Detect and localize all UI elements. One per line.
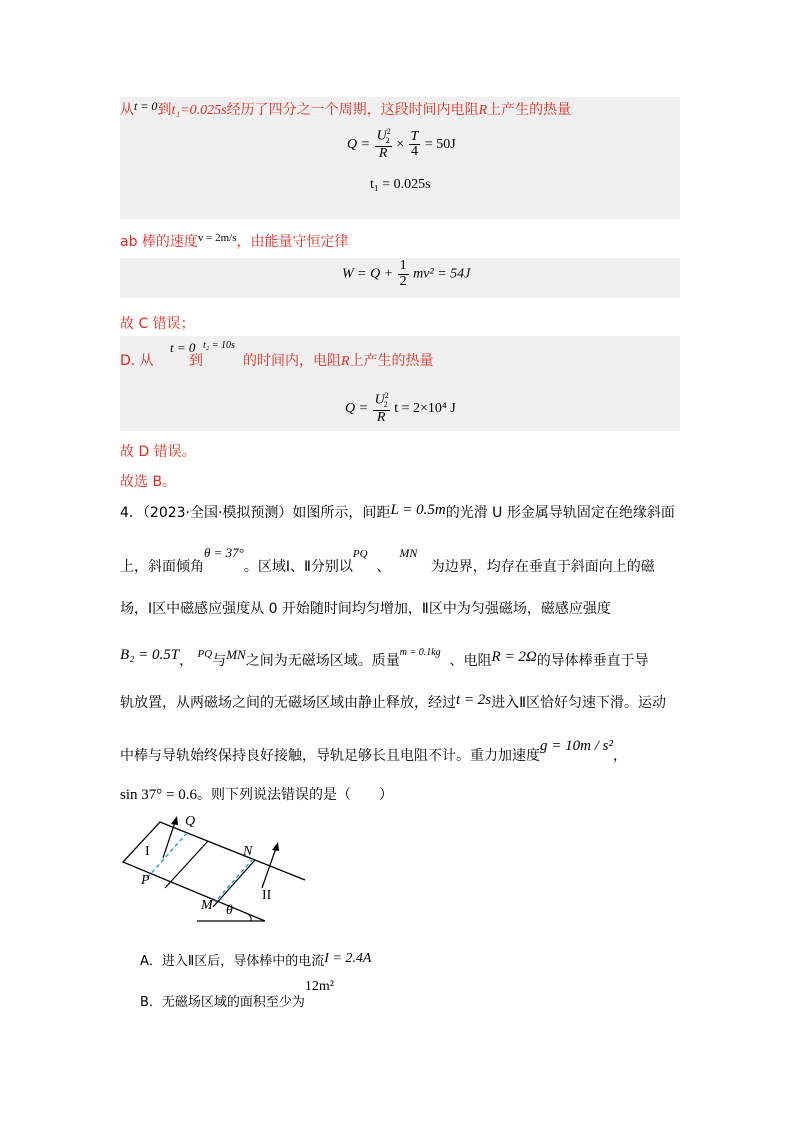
solution-d-to: 到 — [189, 353, 203, 369]
option-a: A．进入Ⅱ区后，导体棒中的电流I = 2.4A — [140, 951, 372, 969]
question-4-line1: 4．（2023·全国·模拟预测）如图所示，间距L = 0.5m的光滑 U 形金属导轨固定在绝缘斜面 — [120, 502, 675, 521]
question-4-line6: 中棒与导轨始终保持良好接触，导轨足够长且电阻不计。重力加速度g = 10m / s²， — [120, 738, 627, 764]
equation-heat-q: Q = $\frac{U^2_2}{R}$ × $\frac{T}{4}$ = 50J — [347, 127, 456, 161]
solution-d-t0: t = 0 — [170, 340, 196, 355]
equation-energy-w: W = Q + $\frac{1}{2}$ mv² = 54J — [342, 258, 471, 289]
solution-d-t2: t₂ = 10s — [203, 340, 235, 351]
conclusion-c: 故 C 错误； — [120, 316, 195, 332]
solution-c-line1: 从t = 0到t₁=0.025s经历了四分之一个周期，这段时间内电阻R上产生的热量 — [120, 99, 572, 118]
solution-d-text: 的时间内，电阻R上产生的热量 — [243, 353, 434, 369]
solution-d-label: D. 从 — [120, 353, 154, 369]
conclusion-d: 故 D 错误。 — [120, 444, 196, 460]
final-answer: 故选 B。 — [120, 474, 177, 490]
solution-c-line2: ab 棒的速度$^{v = 2m/s}$，由能量守恒定律 — [120, 232, 349, 250]
equation-t1: t₁ = 0.025s — [370, 177, 431, 192]
rail-diagram — [115, 808, 315, 928]
question-4-line4: B₂ = 0.5T， $^{PQ}$与MN之间为无磁场区域。质量$^{m = 0.1kg}$ 、电阻R = 2Ω的导体棒垂直于导 — [120, 647, 649, 669]
label-p: P — [141, 873, 150, 888]
label-region-2: II — [262, 888, 272, 903]
label-m: M — [201, 898, 213, 913]
question-4-line5: 轨放置，从两磁场之间的无磁场区域由静止释放，经过t = 2s进入Ⅱ区恰好匀速下滑。运动 — [120, 692, 667, 711]
question-4-line2: 上，斜面倾角θ = 37°。区域Ⅰ、Ⅱ分别以$^{PQ}$ 、 MN 为边界，均存在垂直于斜面向上的磁 — [120, 545, 655, 575]
question-4-line3: 场，Ⅰ区中磁感应强度从 0 开始随时间均匀增加，Ⅱ区中为匀强磁场，磁感应强度 — [120, 601, 611, 617]
label-n: N — [243, 844, 253, 859]
question-4-line7: sin 37° = 0.6。则下列说法错误的是（ ） — [120, 787, 393, 803]
label-region-1: I — [145, 844, 150, 859]
label-q: Q — [185, 814, 196, 829]
equation-heat-d: Q = $\frac{U^2_2}{R}$ t = 2×10⁴ J — [345, 391, 456, 425]
label-theta: θ — [226, 903, 233, 918]
option-b: B．无磁场区域的面积至少为12m² — [140, 979, 335, 1010]
